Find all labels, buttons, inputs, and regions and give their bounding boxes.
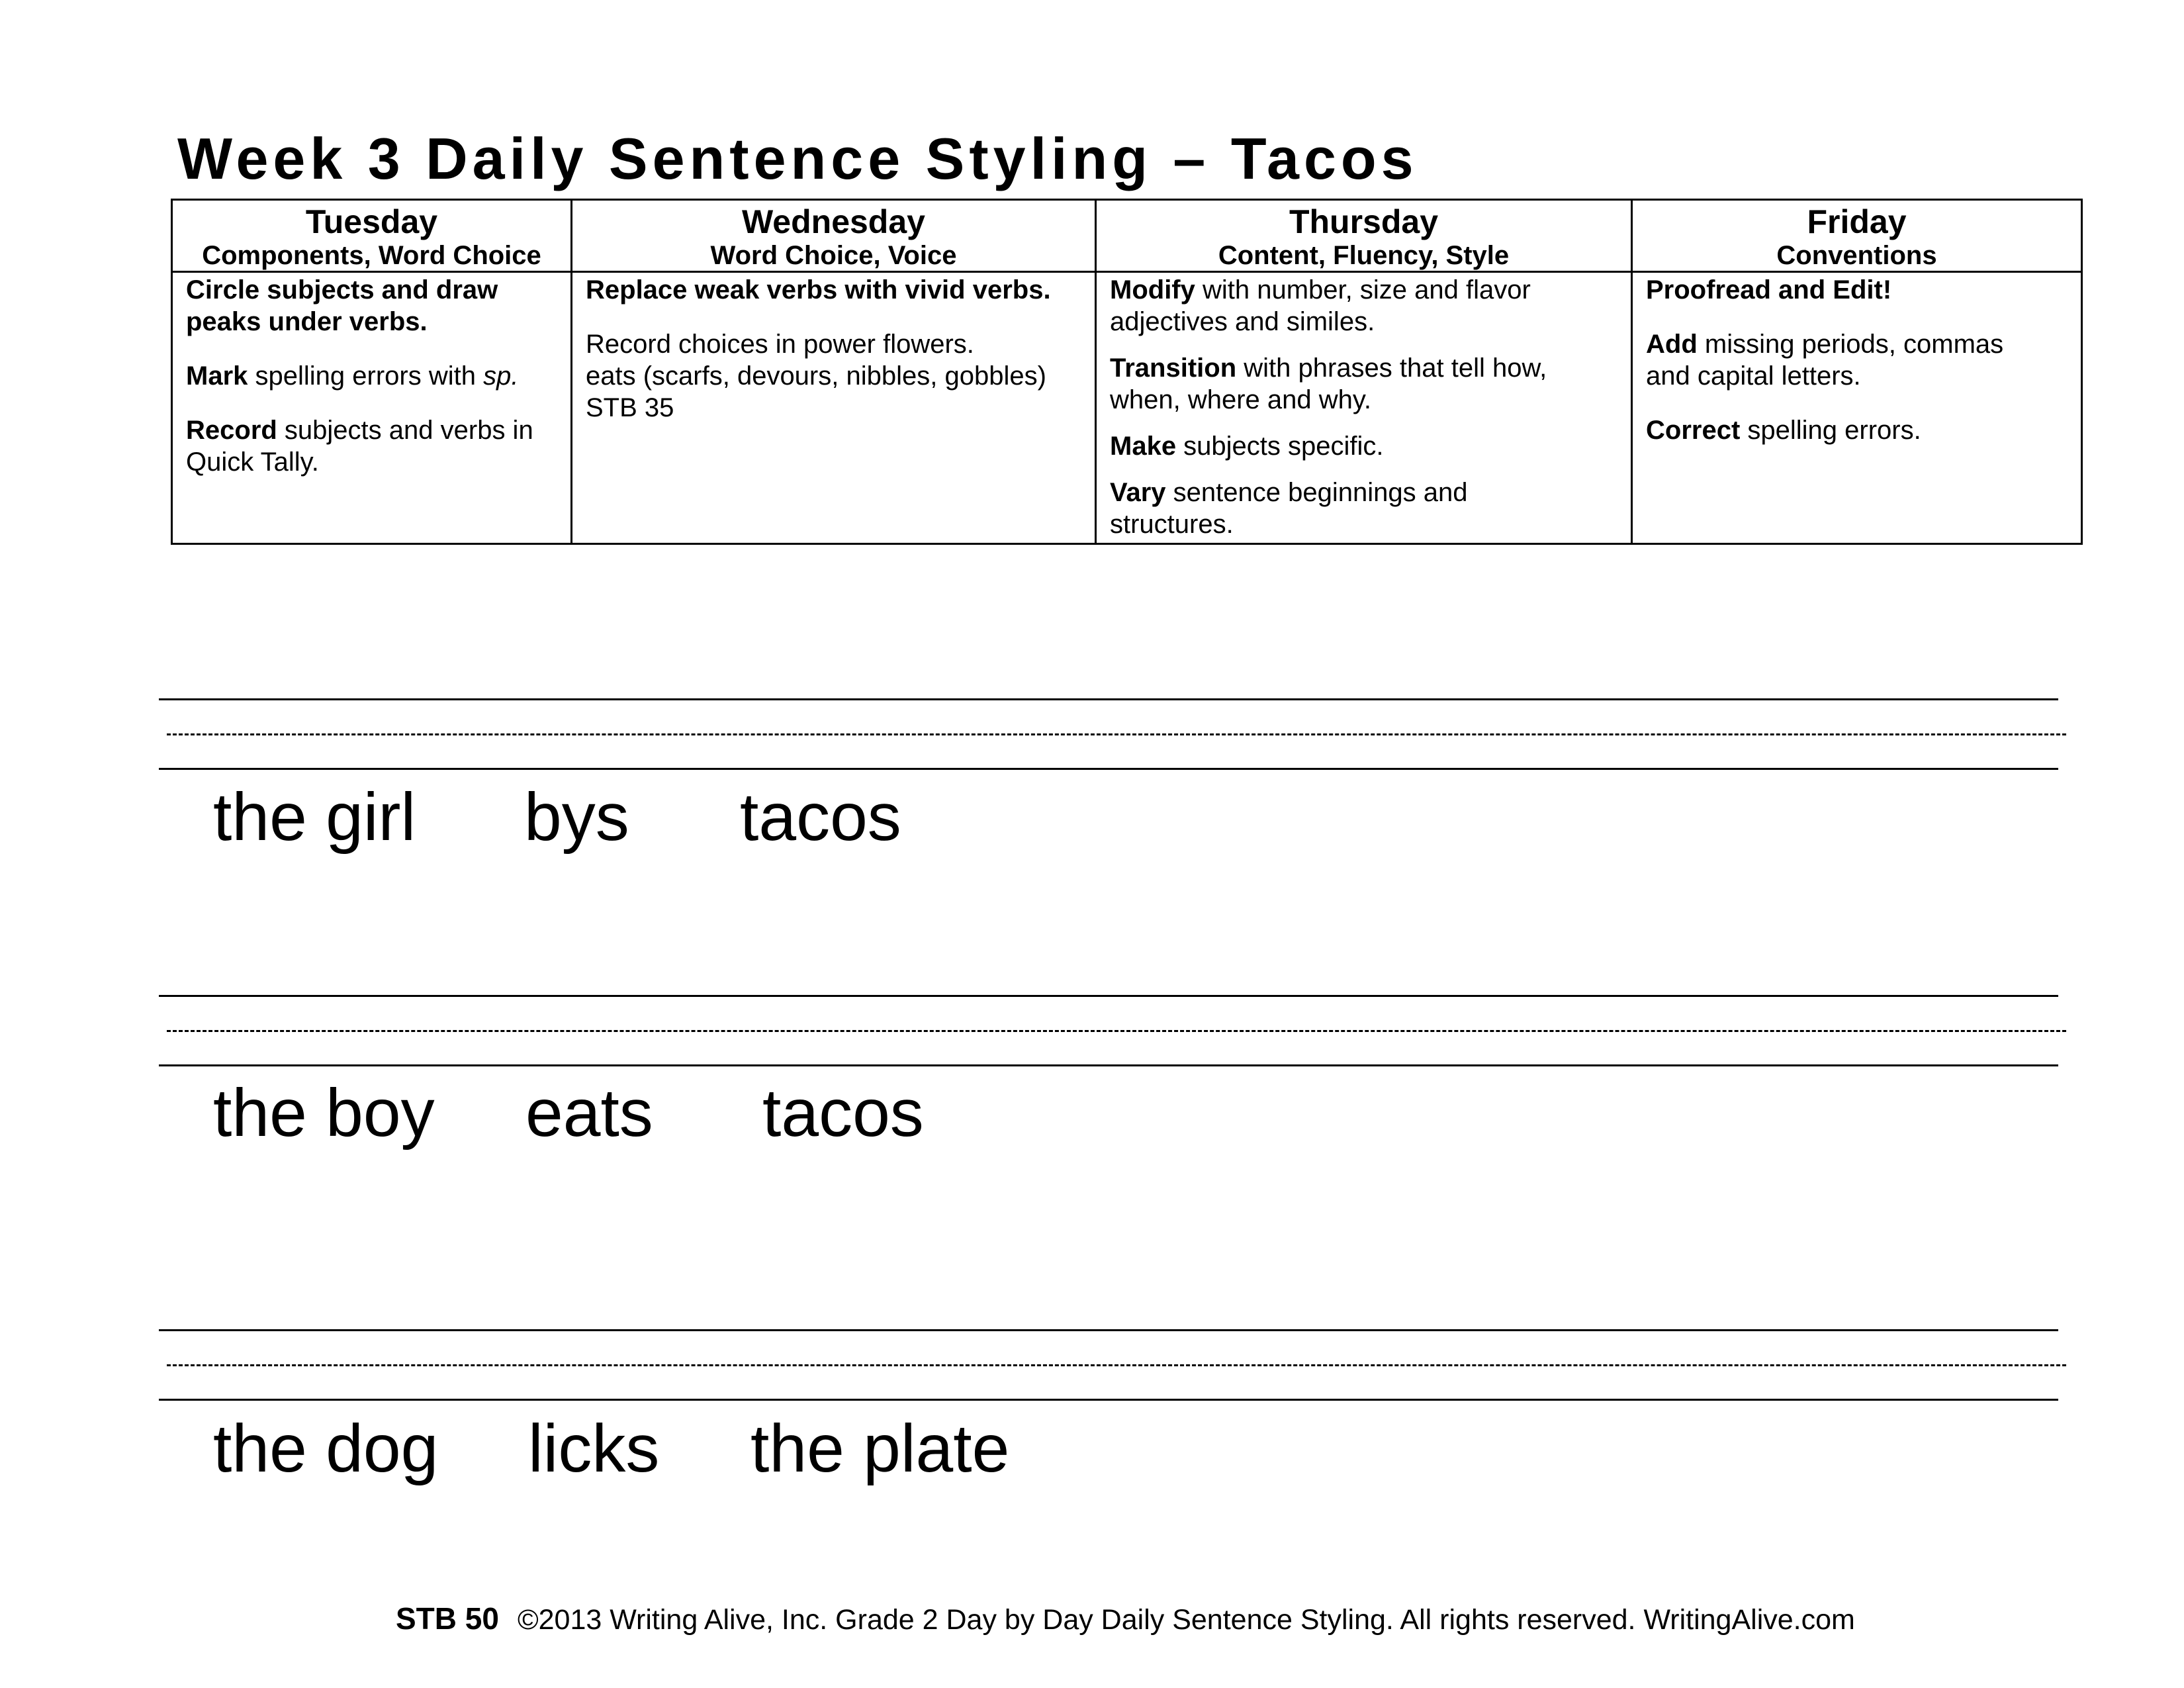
day-name: Thursday bbox=[1289, 203, 1439, 240]
header-friday bbox=[1632, 200, 2082, 272]
day-name: Tuesday bbox=[305, 203, 438, 240]
instruction-text: structures. bbox=[1110, 510, 1234, 539]
day-focus: Components, Word Choice bbox=[202, 241, 541, 270]
instruction-line: Correct spelling errors. bbox=[1646, 416, 1921, 445]
sentence-verb: licks bbox=[528, 1411, 660, 1486]
instruction-line: Transition with phrases that tell how, bbox=[1110, 353, 1547, 383]
day-focus: Word Choice, Voice bbox=[710, 241, 957, 270]
day-focus: Conventions bbox=[1776, 241, 1937, 270]
instruction-text: STB 35 bbox=[586, 393, 674, 422]
day-name: Wednesday bbox=[742, 203, 925, 240]
instruction-text: when, where and why. bbox=[1110, 385, 1372, 414]
writing-base-line bbox=[159, 1399, 2058, 1401]
footer bbox=[396, 1601, 1855, 1636]
header-tuesday bbox=[172, 200, 572, 272]
sentence-subject: the dog bbox=[213, 1411, 439, 1486]
writing-base-line bbox=[159, 1064, 2058, 1066]
wednesday-instructions bbox=[572, 272, 1096, 544]
tuesday-instructions bbox=[172, 272, 572, 544]
instruction-text: Quick Tally. bbox=[186, 447, 319, 477]
instruction-line: Make subjects specific. bbox=[1110, 432, 1384, 461]
sentence-subject: the boy bbox=[213, 1075, 435, 1150]
writing-top-line bbox=[159, 995, 2058, 997]
page-code: STB 50 bbox=[396, 1601, 499, 1636]
day-name: Friday bbox=[1807, 203, 1907, 240]
writing-mid-line bbox=[167, 1030, 2066, 1032]
header-wednesday bbox=[572, 200, 1096, 272]
day-focus: Content, Fluency, Style bbox=[1218, 241, 1510, 270]
sentence-object: tacos bbox=[762, 1075, 924, 1150]
thursday-instructions bbox=[1096, 272, 1632, 544]
sentence-verb: bys bbox=[524, 779, 629, 855]
writing-mid-line bbox=[167, 1364, 2066, 1366]
instruction-text: and capital letters. bbox=[1646, 361, 1861, 391]
instruction-line: Record subjects and verbs in bbox=[186, 416, 533, 445]
instruction-text: Circle subjects and draw bbox=[186, 275, 498, 305]
sentence-subject: the girl bbox=[213, 779, 416, 855]
writing-top-line bbox=[159, 1329, 2058, 1331]
table-header-row bbox=[172, 200, 2082, 272]
instruction-text: Record choices in power flowers. bbox=[586, 330, 974, 359]
sentence-verb: eats bbox=[525, 1075, 653, 1150]
instruction-text: Proofread and Edit! bbox=[1646, 275, 1892, 305]
instruction-line: Mark spelling errors with sp. bbox=[186, 361, 519, 391]
friday-instructions bbox=[1632, 272, 2082, 544]
instruction-text: Replace weak verbs with vivid verbs. bbox=[586, 275, 1051, 305]
weekly-plan-table bbox=[171, 199, 2083, 545]
instruction-line: Vary sentence beginnings and bbox=[1110, 478, 1468, 507]
writing-top-line bbox=[159, 698, 2058, 700]
writing-mid-line bbox=[167, 733, 2066, 735]
instruction-line: Add missing periods, commas bbox=[1646, 330, 2004, 359]
header-thursday bbox=[1096, 200, 1632, 272]
table-body-row bbox=[172, 272, 2082, 544]
page-title: Week 3 Daily Sentence Styling – Tacos bbox=[177, 126, 1418, 191]
instruction-text: eats (scarfs, devours, nibbles, gobbles) bbox=[586, 361, 1046, 391]
sentence-object: tacos bbox=[740, 779, 901, 855]
instruction-text: adjectives and similes. bbox=[1110, 307, 1375, 336]
instruction-text: peaks under verbs. bbox=[186, 307, 428, 336]
instruction-line: Modify with number, size and flavor bbox=[1110, 275, 1531, 305]
writing-base-line bbox=[159, 768, 2058, 770]
sentence-object: the plate bbox=[751, 1411, 1010, 1486]
copyright-text: ©2013 Writing Alive, Inc. Grade 2 Day by Day Daily Sentence Styling. All rights reserved. WritingAlive.com bbox=[517, 1604, 1855, 1636]
